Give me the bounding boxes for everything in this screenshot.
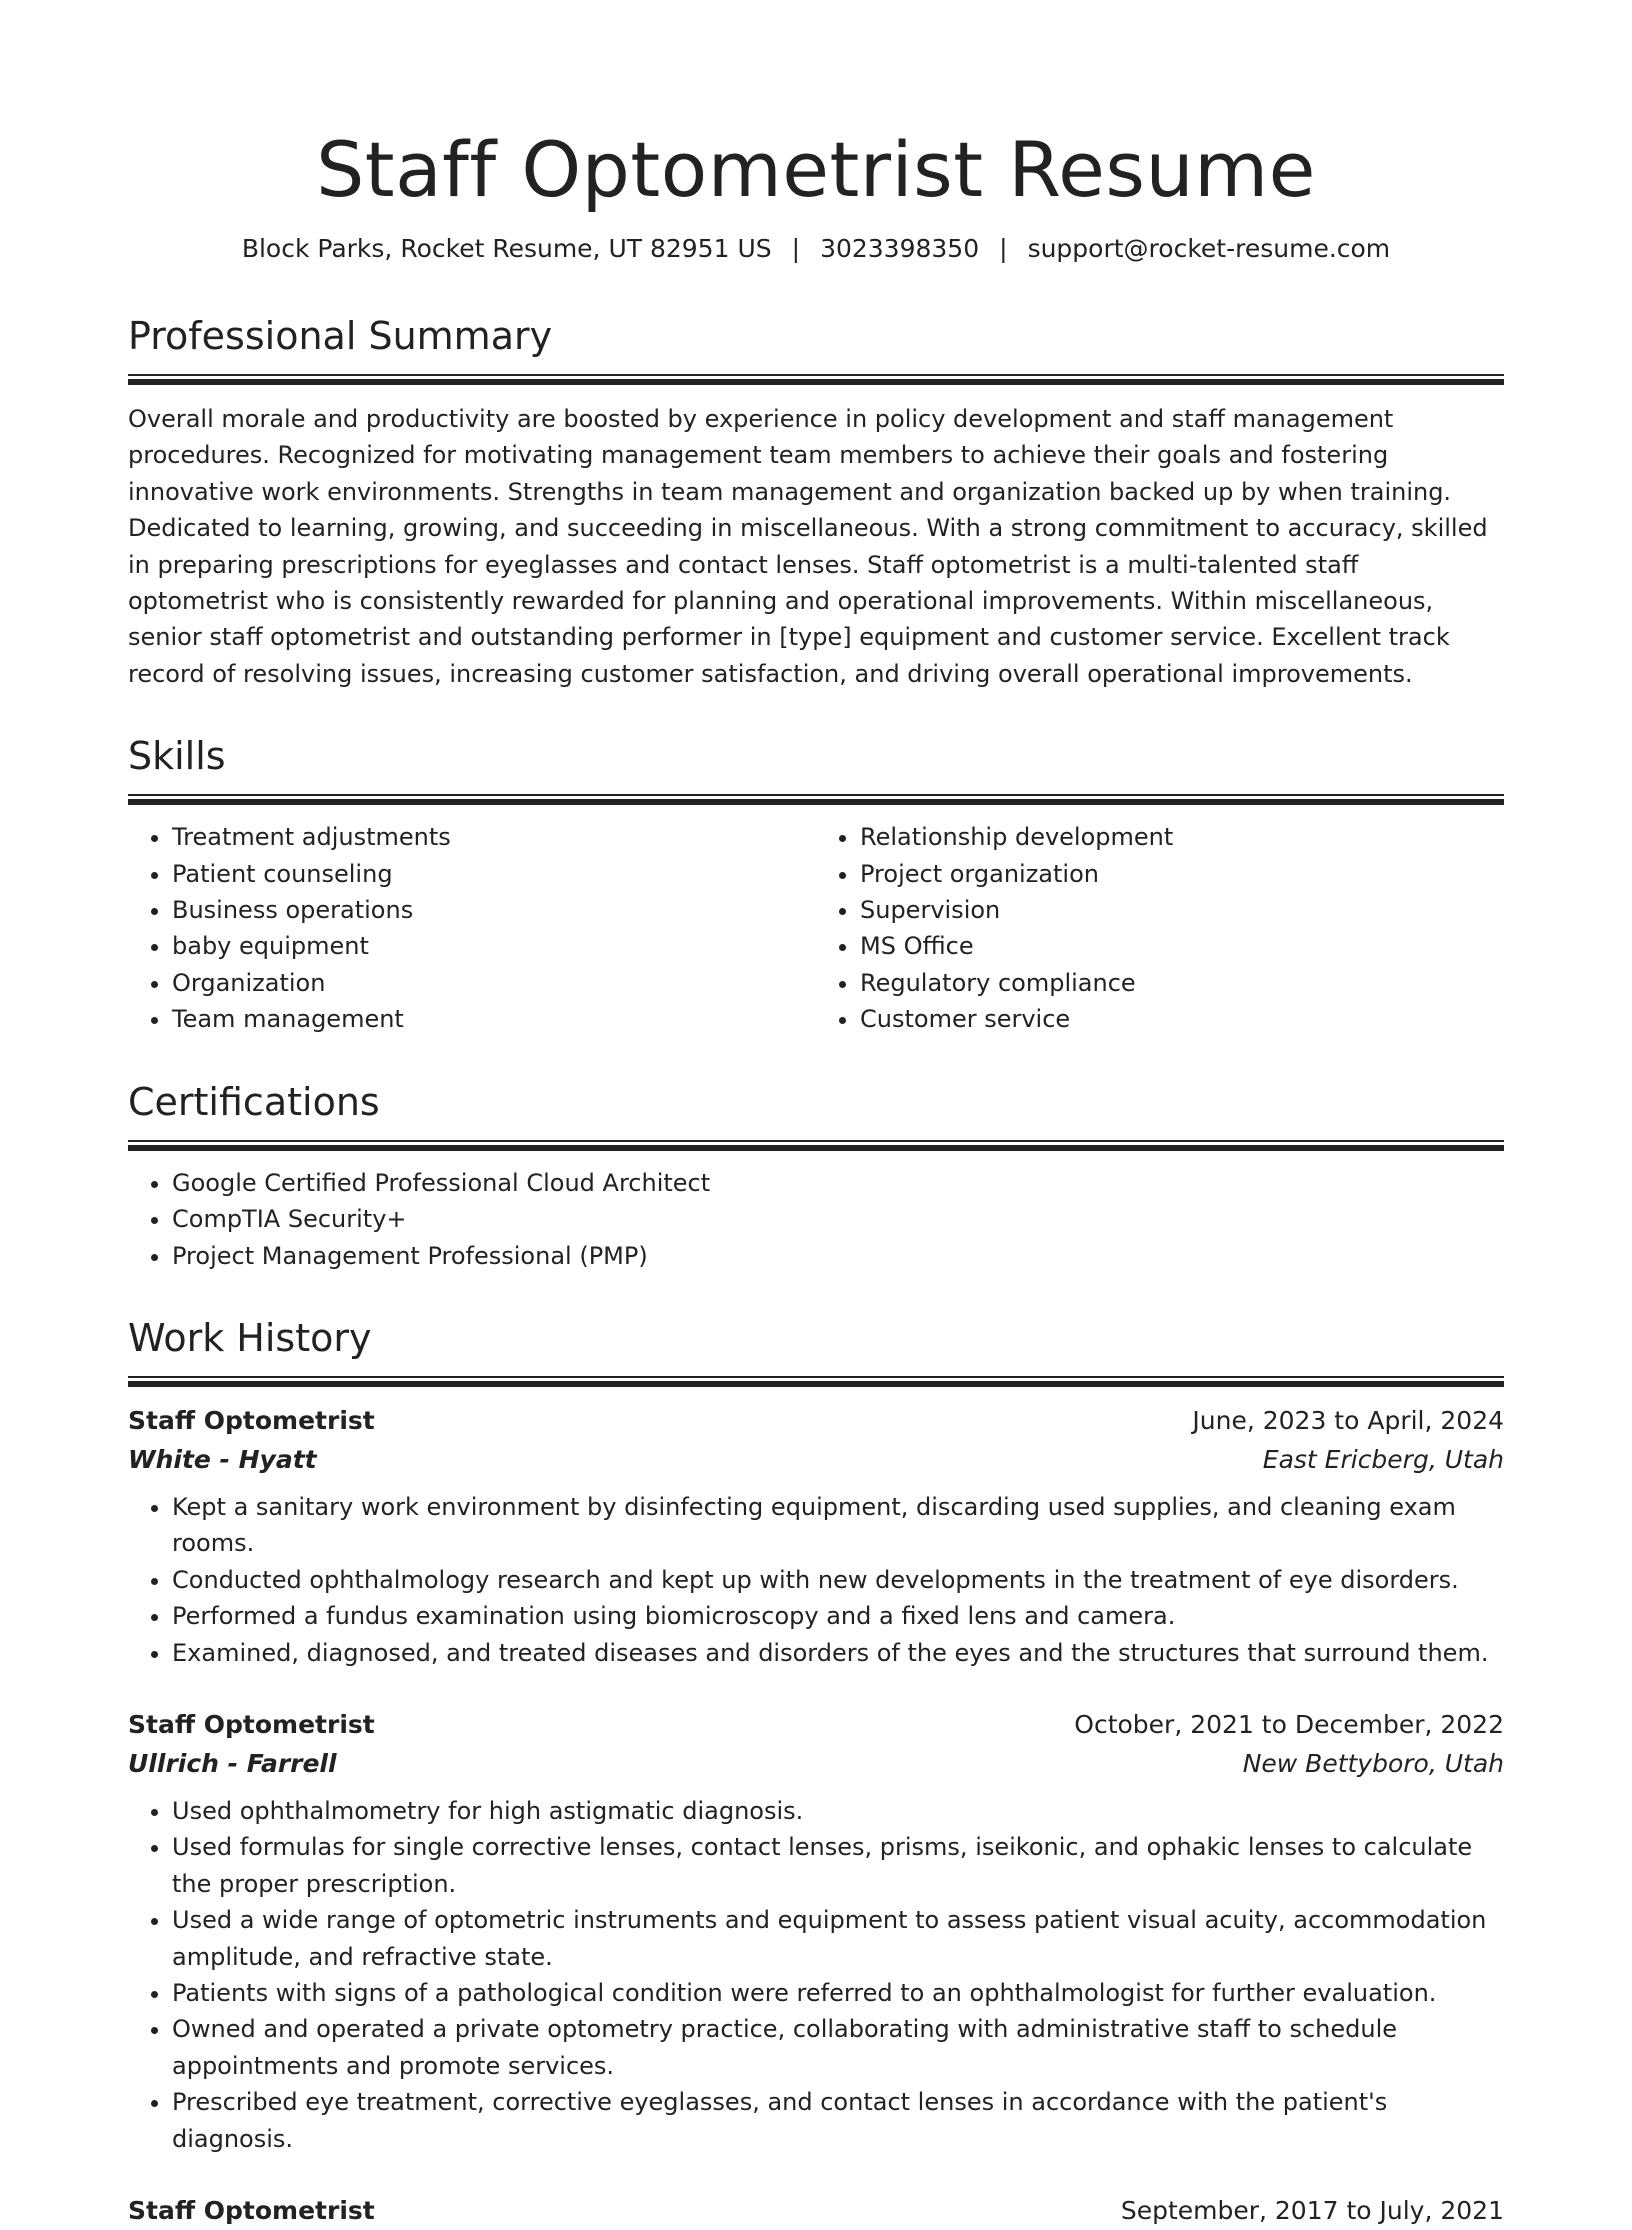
job-location: New Bettyboro, Utah [1242, 1748, 1504, 1778]
certification-item: • Google Certified Professional Cloud Architect [172, 1165, 1504, 1201]
work-history-section [128, 1314, 1504, 2230]
contact-separator: | [999, 234, 1008, 263]
skill-item: • Patient counseling [172, 856, 816, 892]
job-duty: • Used ophthalmometry for high astigmatic diagnosis. [172, 1793, 1504, 1829]
certifications-section [128, 1078, 1504, 1274]
job-duty: • Conducted ophthalmology research and kept up with new developments in the treatment of eye disorders. [172, 1562, 1504, 1598]
job-duty: • Owned and operated a private optometry practice, collaborating with administrative staff to schedule appointments and promote services. [172, 2011, 1504, 2084]
contact-email: support@rocket-resume.com [1027, 234, 1391, 263]
certifications-heading: Certifications [128, 1079, 380, 1124]
skill-item: • baby equipment [172, 928, 816, 964]
summary-heading: Professional Summary [128, 314, 553, 358]
resume-content [128, 118, 1504, 2230]
job-title: Staff Optometrist [128, 2196, 375, 2225]
contact-phone: 3023398350 [820, 234, 980, 263]
job-entry [128, 1401, 1504, 1671]
job-duty: • Patients with signs of a pathological condition were referred to an ophthalmologist for further evaluation. [172, 1975, 1504, 2011]
job-title: Staff Optometrist [128, 1405, 375, 1435]
contact-separator: | [791, 234, 801, 263]
job-entry [128, 2191, 1504, 2230]
skills-grid [128, 819, 1504, 1037]
job-duty: • Prescribed eye treatment, corrective eyeglasses, and contact lenses in accordance with the patient's diagnosis. [172, 2084, 1504, 2157]
job-dates: June, 2023 to April, 2024 [1192, 1405, 1504, 1435]
skill-item: • Supervision [860, 892, 1504, 928]
job-duty: • Used a wide range of optometric instruments and equipment to assess patient visual acuity, accommodation amplitude, and refractive state. [172, 1902, 1504, 1975]
skill-item: • Business operations [172, 892, 816, 928]
job-header-row [128, 1705, 1504, 1744]
job-duty: • Kept a sanitary work environment by disinfecting equipment, discarding used supplies, and cleaning exam rooms. [172, 1489, 1504, 1562]
skills-heading: Skills [128, 734, 226, 779]
job-dates: September, 2017 to July, 2021 [1120, 2196, 1504, 2225]
job-location: East Ericberg, Utah [1262, 1444, 1504, 1474]
job-duty: • Examined, diagnosed, and treated diseases and disorders of the eyes and the structures that surround them. [172, 1635, 1504, 1671]
certifications-list [128, 1165, 1504, 1274]
skill-item: • Regulatory compliance [860, 965, 1504, 1001]
job-employer-row [128, 1744, 1504, 1783]
skill-item: • MS Office [860, 928, 1504, 964]
job-header-row [128, 1401, 1504, 1440]
job-duty: • Performed a fundus examination using biomicroscopy and a fixed lens and camera. [172, 1598, 1504, 1634]
job-duties-list [128, 1489, 1504, 1671]
skills-list-right [816, 819, 1504, 1037]
summary-text: Overall morale and productivity are boosted by experience in policy development and staff management procedures. Recognized for motivating management team members to achieve their goals and fostering innovative work environments. Strengths in team management and organization backed up by when training. Dedicated to learning, growing, and succeeding in miscellaneous. With a strong commitment to accuracy, skilled in preparing prescriptions for eyeglasses and contact lenses. Staff optometrist is a multi-talented staff optometrist who is consistently rewarded for planning and operational improvements. Within miscellaneous, senior staff optometrist and outstanding performer in [type] equipment and customer service. Excellent track record of resolving issues, increasing customer satisfaction, and driving overall operational improvements. [128, 405, 1488, 688]
section-divider [128, 1376, 1504, 1387]
job-header-row [128, 2191, 1504, 2230]
work-history-heading: Work History [128, 1315, 372, 1360]
job-title: Staff Optometrist [128, 1709, 375, 1739]
job-duties-list [128, 1793, 1504, 2157]
skill-item: • Customer service [860, 1001, 1504, 1037]
contact-address: Block Parks, Rocket Resume, UT 82951 US [241, 234, 772, 263]
certification-item: • Project Management Professional (PMP) [172, 1238, 1504, 1274]
job-company: Ullrich - Farrell [128, 1748, 337, 1778]
skill-item: • Treatment adjustments [172, 819, 816, 855]
skill-item: • Team management [172, 1001, 816, 1037]
skill-item: • Project organization [860, 856, 1504, 892]
job-duty: • Used formulas for single corrective lenses, contact lenses, prisms, iseikonic, and ophakic lenses to calculate the proper prescription. [172, 1829, 1504, 1902]
job-company: White - Hyatt [128, 1444, 317, 1474]
job-entry [128, 1705, 1504, 2157]
certification-item: • CompTIA Security+ [172, 1201, 1504, 1237]
job-employer-row [128, 1440, 1504, 1479]
skills-section [128, 732, 1504, 1037]
contact-line [128, 232, 1504, 266]
skill-item: • Organization [172, 965, 816, 1001]
skill-item: • Relationship development [860, 819, 1504, 855]
section-divider [128, 374, 1504, 385]
section-divider [128, 1140, 1504, 1151]
summary-section [128, 312, 1504, 692]
skills-list-left [128, 819, 816, 1037]
resume-title: Staff Optometrist Resume [316, 125, 1316, 214]
section-divider [128, 794, 1504, 805]
job-dates: October, 2021 to December, 2022 [1074, 1709, 1504, 1739]
